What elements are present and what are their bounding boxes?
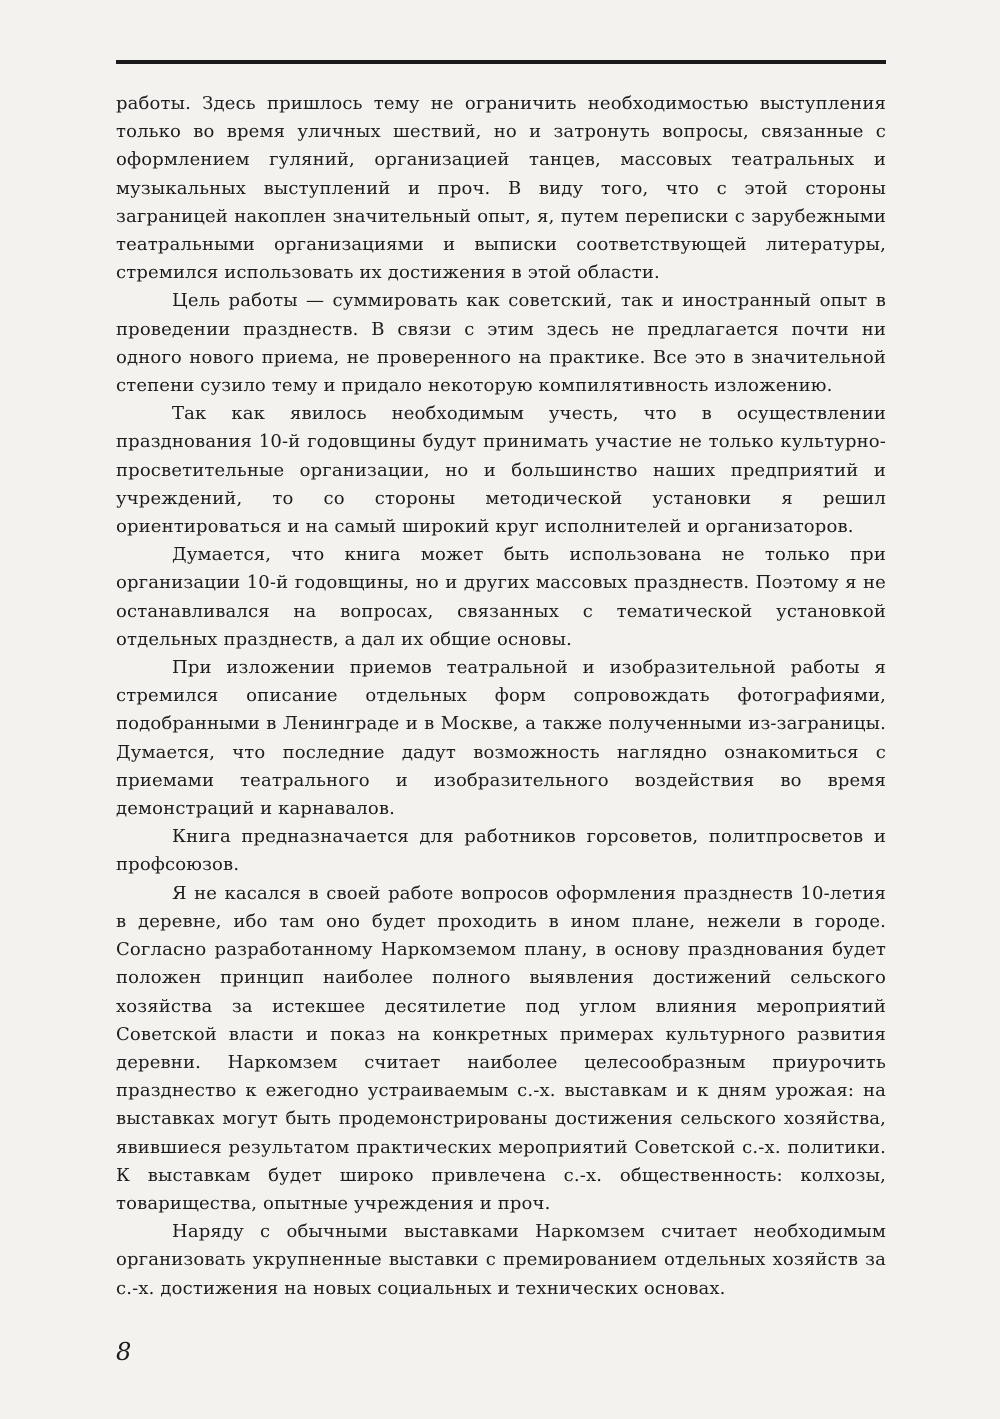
paragraph-continuation: работы. Здесь пришлось тему не ограничить необходимостью выступления только во время уличных шествий, но и затронуть вопросы, связанные с оформлением гуляний, организацией танцев, массовых театральных и музыкальных выступлений и проч. В виду того, что с этой стороны заграницей накоплен значительный опыт, я, путем переписки с зарубежными театральными организациями и выписки соответствующей литературы, стремился использовать их достижения в этой области.	[116, 93, 886, 284]
paragraph: Так как явилось необходимым учесть, что в осуществлении празднования 10-й годовщины будут принимать участие не только культурно-просветительные организации, но и большинство наших предприятий и учреждений, то со стороны методической установки я решил ориентироваться и на самый широкий круг исполнителей и организаторов.	[116, 403, 886, 538]
body-text	[116, 90, 886, 1303]
top-rule-divider	[116, 60, 886, 64]
paragraph: Книга предназначается для работников горсоветов, политпросветов и профсоюзов.	[116, 826, 886, 876]
paragraph: Наряду с обычными выставками Наркомзем считает необходимым организовать укрупненные выставки с премированием отдельных хозяйств за с.-х. достижения на новых социальных и технических основах.	[116, 1221, 886, 1299]
paragraph: Я не касался в своей работе вопросов оформления празднеств 10-летия в деревне, ибо там оно будет проходить в ином плане, нежели в городе. Согласно разработанному Наркомземом плану, в основу празднования будет положен принцип наиболее полного выявления достижений сельского хозяйства за истекшее десятилетие под углом влияния мероприятий Советской власти и показ на конкретных примерах культурного развития деревни. Наркомзем считает наиболее целесообразным приурочить празднество к ежегодно устраиваемым с.-х. выставкам и к дням урожая: на выставках могут быть продемонстрированы достижения сельского хозяйства, явившиеся результатом практических мероприятий Советской с.-х. политики. К выставкам будет широко привлечена с.-х. общественность: колхозы, товарищества, опытные учреждения и проч.	[116, 882, 886, 1214]
paragraph: Цель работы — суммировать как советский, так и иностранный опыт в проведении празднеств. В связи с этим здесь не предлагается почти ни одного нового приема, не проверенного на практике. Все это в значительной степени сузило тему и придало некоторую компилятивность изложению.	[116, 290, 886, 397]
paragraph: Думается, что книга может быть использована не только при организации 10-й годовщины, но и других массовых празднеств. Поэтому я не останавливался на вопросах, связанных с тематической установкой отдельных празднеств, а дал их общие основы.	[116, 544, 886, 650]
paragraph: При изложении приемов театральной и изобразительной работы я стремился описание отдельных форм сопровождать фотографиями, подобранными в Ленинграде и в Москве, а также полученными из-заграницы. Думается, что последние дадут возможность наглядно ознакомиться с приемами театрального и изобразительного воздействия во время демонстраций и карнавалов.	[116, 657, 886, 820]
page-number: 8	[116, 1338, 132, 1366]
